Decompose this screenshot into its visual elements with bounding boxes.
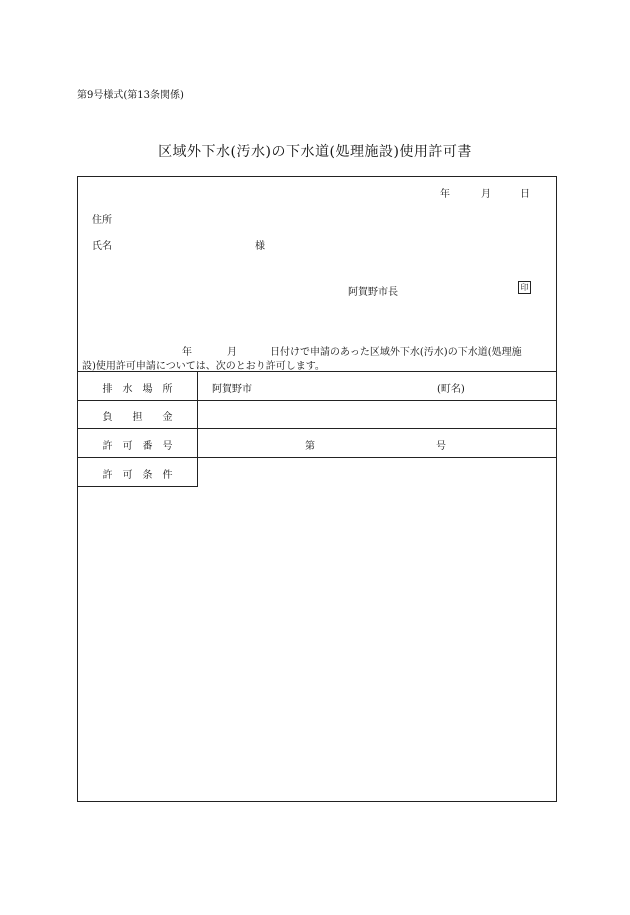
date-month-label: 月 bbox=[481, 189, 491, 200]
row-divider bbox=[78, 428, 556, 429]
application-text-line2: 設)使用許可申請については、次のとおり許可します。 bbox=[82, 361, 325, 372]
drainage-location-city: 阿賀野市 bbox=[212, 384, 252, 395]
label-column-divider bbox=[197, 371, 198, 486]
date-year-label: 年 bbox=[440, 189, 450, 200]
seal-mark: 印 bbox=[518, 281, 531, 294]
form-number: 第9号様式(第13条関係) bbox=[77, 90, 184, 101]
drainage-location-town-hint: (町名) bbox=[437, 384, 465, 395]
permit-number-prefix: 第 bbox=[305, 441, 315, 452]
permit-number-suffix: 号 bbox=[436, 441, 446, 452]
honorific: 様 bbox=[255, 241, 265, 252]
label-cell-bottom bbox=[78, 486, 198, 487]
row-label-permit-conditions: 許 可 条 件 bbox=[102, 470, 173, 481]
table-top-border bbox=[78, 371, 556, 372]
name-label: 氏名 bbox=[92, 241, 112, 252]
document-title: 区域外下水(汚水)の下水道(処理施設)使用許可書 bbox=[158, 144, 472, 160]
row-divider bbox=[78, 400, 556, 401]
row-divider bbox=[78, 457, 556, 458]
row-label-drainage-location: 排 水 場 所 bbox=[102, 384, 173, 395]
application-month-label: 月 bbox=[227, 347, 237, 358]
application-year-label: 年 bbox=[182, 347, 192, 358]
row-label-permit-number: 許 可 番 号 bbox=[102, 441, 173, 452]
issuer-name: 阿賀野市長 bbox=[348, 287, 398, 298]
date-day-label: 日 bbox=[520, 189, 530, 200]
address-label: 住所 bbox=[92, 215, 112, 226]
row-label-contribution: 負 担 金 bbox=[102, 412, 173, 423]
permit-form-frame bbox=[77, 176, 557, 802]
application-text-line1: 日付けで申請のあった区域外下水(汚水)の下水道(処理施 bbox=[270, 347, 522, 358]
